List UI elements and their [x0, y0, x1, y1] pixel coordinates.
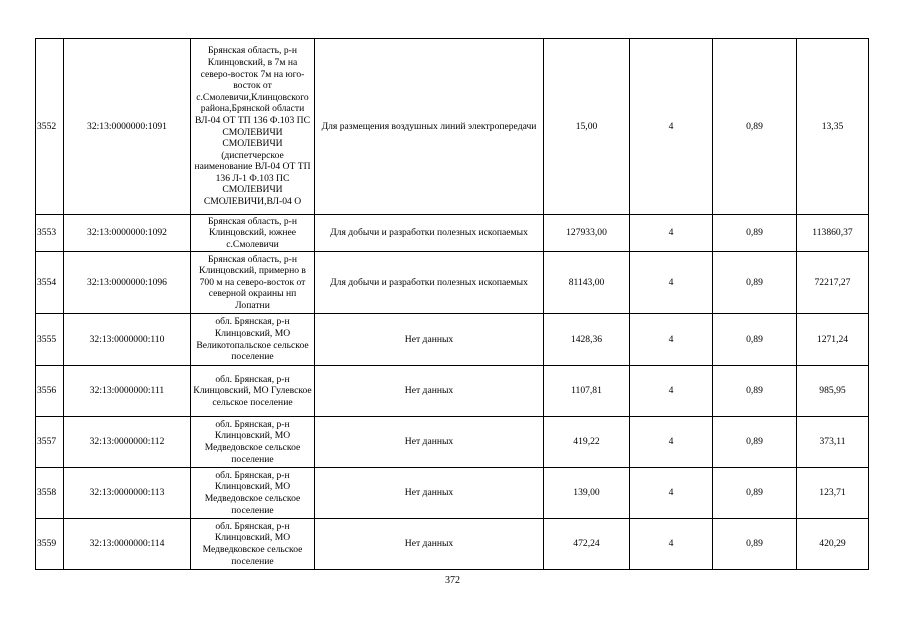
area-value: 419,22: [544, 417, 630, 468]
row-number: 3559: [36, 519, 64, 570]
column-7-value: 0,89: [713, 39, 797, 215]
column-7-value: 0,89: [713, 215, 797, 252]
column-8-value: 13,35: [797, 39, 869, 215]
permitted-use: Для добычи и разработки полезных ископаемых: [315, 252, 544, 314]
address: обл. Брянская, р-н Клинцовский, МО Медведовское сельское поселение: [191, 417, 315, 468]
page-number: 372: [445, 575, 460, 586]
column-7-value: 0,89: [713, 417, 797, 468]
column-8-value: 72217,27: [797, 252, 869, 314]
table-row: [36, 39, 869, 215]
column-6-value: 4: [630, 417, 713, 468]
table-row: [36, 366, 869, 417]
permitted-use: Нет данных: [315, 366, 544, 417]
permitted-use: Для добычи и разработки полезных ископаемых: [315, 215, 544, 252]
column-8-value: 373,11: [797, 417, 869, 468]
table-row: [36, 314, 869, 366]
table-row: [36, 252, 869, 314]
column-6-value: 4: [630, 519, 713, 570]
permitted-use: Нет данных: [315, 417, 544, 468]
table-row: [36, 417, 869, 468]
table-row: [36, 468, 869, 519]
address: Брянская область, р-н Клинцовский, в 7м на северо-восток 7м на юго-восток от с.Смолевичи,Клинцовского района,Брянской области ВЛ-04 ОТ ТП 136 Ф.103 ПС СМОЛЕВИЧИ СМОЛЕВИЧИ (диспетчерское наименование ВЛ-04 ОТ ТП 136 Л-1 Ф.103 ПС СМОЛЕВИЧИ СМОЛЕВИЧИ,ВЛ-04 О: [191, 39, 315, 215]
column-8-value: 113860,37: [797, 215, 869, 252]
area-value: 472,24: [544, 519, 630, 570]
permitted-use: Для размещения воздушных линий электропередачи: [315, 39, 544, 215]
table-row: [36, 519, 869, 570]
cadastral-number: 32:13:0000000:114: [64, 519, 191, 570]
column-6-value: 4: [630, 468, 713, 519]
row-number: 3555: [36, 314, 64, 366]
column-7-value: 0,89: [713, 314, 797, 366]
address: обл. Брянская, р-н Клинцовский, МО Гулевское сельское поселение: [191, 366, 315, 417]
cadastral-number: 32:13:0000000:111: [64, 366, 191, 417]
area-value: 139,00: [544, 468, 630, 519]
column-7-value: 0,89: [713, 252, 797, 314]
cadastral-number: 32:13:0000000:1096: [64, 252, 191, 314]
column-7-value: 0,89: [713, 366, 797, 417]
column-6-value: 4: [630, 366, 713, 417]
column-8-value: 985,95: [797, 366, 869, 417]
cadastral-number: 32:13:0000000:112: [64, 417, 191, 468]
column-7-value: 0,89: [713, 519, 797, 570]
permitted-use: Нет данных: [315, 468, 544, 519]
column-8-value: 123,71: [797, 468, 869, 519]
address: Брянская область, р-н Клинцовский, примерно в 700 м на северо-восток от северной окраины нп Лопатни: [191, 252, 315, 314]
column-6-value: 4: [630, 215, 713, 252]
permitted-use: Нет данных: [315, 519, 544, 570]
row-number: 3557: [36, 417, 64, 468]
cadastral-number: 32:13:0000000:110: [64, 314, 191, 366]
column-6-value: 4: [630, 252, 713, 314]
address: обл. Брянская, р-н Клинцовский, МО Медведковское сельское поселение: [191, 519, 315, 570]
address: обл. Брянская, р-н Клинцовский, МО Великотопальское сельское поселение: [191, 314, 315, 366]
area-value: 1428,36: [544, 314, 630, 366]
cadastral-number: 32:13:0000000:1092: [64, 215, 191, 252]
area-value: 127933,00: [544, 215, 630, 252]
column-6-value: 4: [630, 39, 713, 215]
column-8-value: 420,29: [797, 519, 869, 570]
column-7-value: 0,89: [713, 468, 797, 519]
column-6-value: 4: [630, 314, 713, 366]
land-plots-table: [35, 38, 869, 570]
area-value: 1107,81: [544, 366, 630, 417]
row-number: 3552: [36, 39, 64, 215]
address: Брянская область, р-н Клинцовский, южнее с.Смолевичи: [191, 215, 315, 252]
column-8-value: 1271,24: [797, 314, 869, 366]
cadastral-number: 32:13:0000000:113: [64, 468, 191, 519]
row-number: 3554: [36, 252, 64, 314]
row-number: 3556: [36, 366, 64, 417]
row-number: 3558: [36, 468, 64, 519]
area-value: 81143,00: [544, 252, 630, 314]
address: обл. Брянская, р-н Клинцовский, МО Медведовское сельское поселение: [191, 468, 315, 519]
cadastral-number: 32:13:0000000:1091: [64, 39, 191, 215]
area-value: 15,00: [544, 39, 630, 215]
permitted-use: Нет данных: [315, 314, 544, 366]
table-row: [36, 215, 869, 252]
row-number: 3553: [36, 215, 64, 252]
